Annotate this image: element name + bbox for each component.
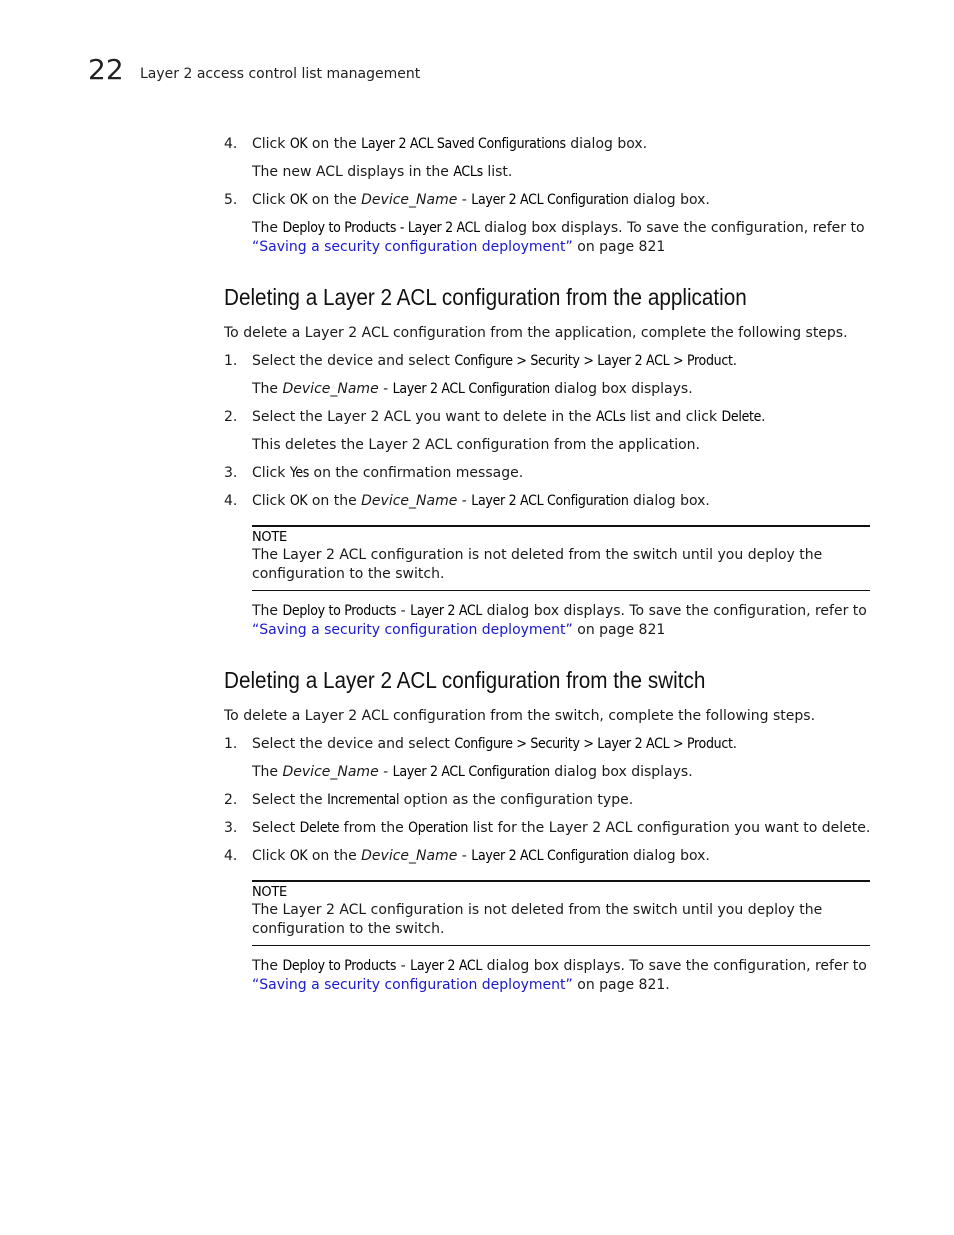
cross-reference: “Saving a security configuration deployment” on page 821 [252, 239, 666, 255]
step-number: 4. [224, 136, 238, 152]
step-number: 5. [224, 192, 238, 208]
step-number: 2. [224, 409, 238, 425]
step-text: Select the device and select Configure > Security > Layer 2 ACL > Product. [252, 353, 738, 369]
step-text: Click OK on the Device_Name - Layer 2 ACL Configuration dialog box. [252, 192, 710, 208]
section-heading-application: Deleting a Layer 2 ACL configuration from the application [224, 284, 747, 310]
saving-deployment-link[interactable]: “Saving a security configuration deployment” [252, 977, 573, 993]
chapter-title: Layer 2 access control list management [140, 66, 421, 82]
step-result: The Deploy to Products - Layer 2 ACL dialog box displays. To save the configuration, refer to [252, 958, 867, 974]
section-heading-switch: Deleting a Layer 2 ACL configuration from the switch [224, 667, 706, 693]
step-number: 3. [224, 465, 238, 481]
step-number: 2. [224, 792, 238, 808]
note-top-rule [252, 525, 870, 527]
note-bottom-rule [252, 945, 870, 946]
cross-reference: “Saving a security configuration deployment” on page 821 [252, 622, 666, 638]
step-text: Select the device and select Configure > Security > Layer 2 ACL > Product. [252, 736, 738, 752]
note-text: The Layer 2 ACL configuration is not deleted from the switch until you deploy the configuration to the switch. [252, 547, 823, 582]
step-result: The Device_Name - Layer 2 ACL Configuration dialog box displays. [252, 764, 693, 780]
cross-reference: “Saving a security configuration deployment” on page 821. [252, 977, 670, 993]
step-text: Click OK on the Device_Name - Layer 2 ACL Configuration dialog box. [252, 493, 710, 509]
step-number: 4. [224, 848, 238, 864]
section-intro: To delete a Layer 2 ACL configuration from the application, complete the following steps. [224, 325, 848, 341]
step-number: 4. [224, 493, 238, 509]
step-text: Click OK on the Layer 2 ACL Saved Configurations dialog box. [252, 136, 648, 152]
saving-deployment-link[interactable]: “Saving a security configuration deployment” [252, 239, 573, 255]
saving-deployment-link[interactable]: “Saving a security configuration deployment” [252, 622, 573, 638]
note-label: NOTE [252, 530, 287, 545]
note-text: The Layer 2 ACL configuration is not deleted from the switch until you deploy the configuration to the switch. [252, 902, 823, 937]
step-result: The Deploy to Products - Layer 2 ACL dialog box displays. To save the configuration, refer to [252, 220, 865, 236]
note-top-rule [252, 880, 870, 882]
note-label: NOTE [252, 885, 287, 900]
step-result: The Deploy to Products - Layer 2 ACL dialog box displays. To save the configuration, refer to [252, 603, 867, 619]
step-result: This deletes the Layer 2 ACL configuration from the application. [252, 437, 700, 453]
step-result: The Device_Name - Layer 2 ACL Configuration dialog box displays. [252, 381, 693, 397]
step-number: 1. [224, 353, 238, 369]
chapter-number: 22 [88, 53, 124, 86]
step-text: Click OK on the Device_Name - Layer 2 ACL Configuration dialog box. [252, 848, 710, 864]
step-text: Select Delete from the Operation list for the Layer 2 ACL configuration you want to delete. [252, 820, 871, 836]
section-intro: To delete a Layer 2 ACL configuration from the switch, complete the following steps. [224, 708, 816, 724]
step-number: 1. [224, 736, 238, 752]
note-bottom-rule [252, 590, 870, 591]
step-text: Select the Layer 2 ACL you want to delete in the ACLs list and click Delete. [252, 409, 766, 425]
step-number: 3. [224, 820, 238, 836]
step-result: The new ACL displays in the ACLs list. [252, 164, 513, 180]
step-text: Click Yes on the confirmation message. [252, 465, 524, 481]
step-text: Select the Incremental option as the configuration type. [252, 792, 634, 808]
